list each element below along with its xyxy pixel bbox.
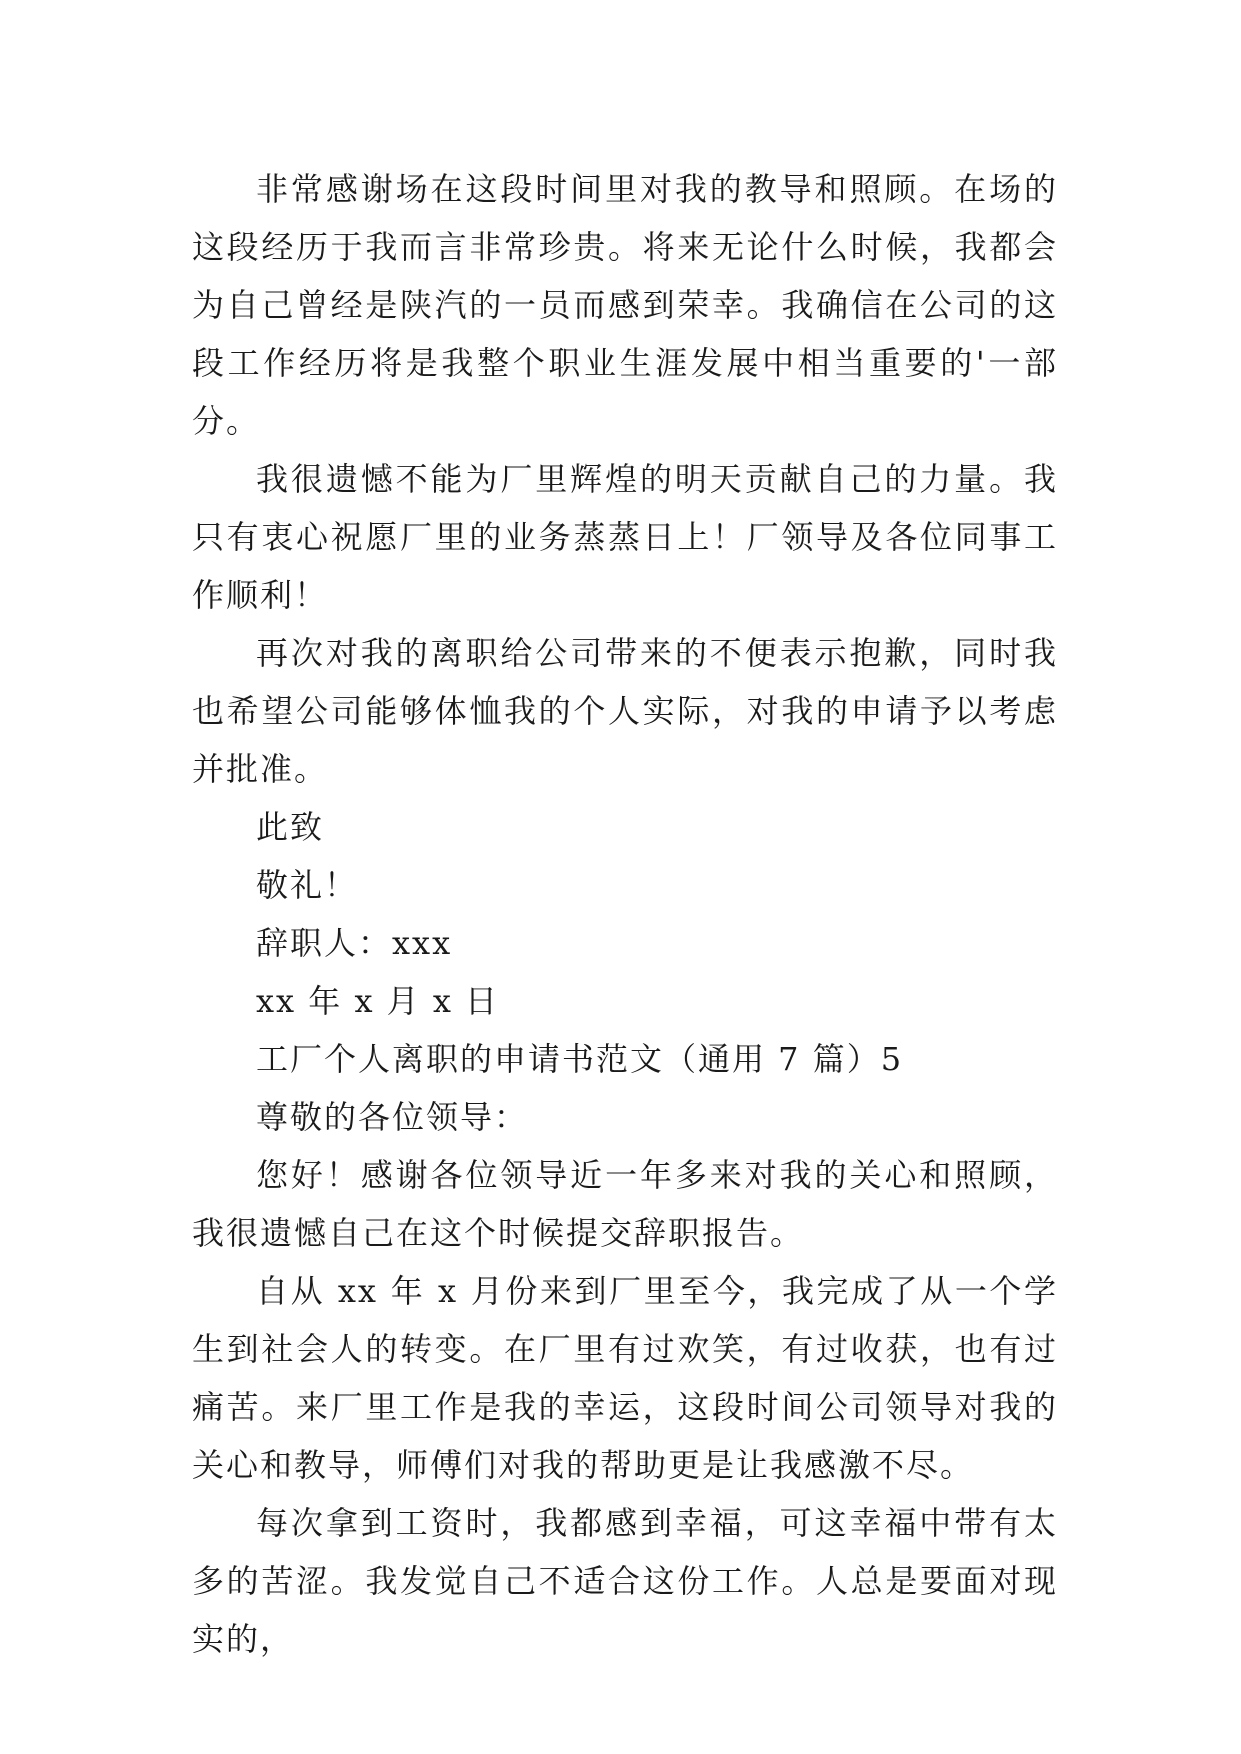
signature-line: 辞职人：xxx <box>256 924 453 962</box>
paragraph-apology: 再次对我的离职给公司带来的不便表示抱歉，同时我也希望公司能够体恤我的个人实际，对我的申请予以考虑并批准。 <box>192 634 1058 788</box>
date-line: xx 年 x 月 x 日 <box>256 982 500 1020</box>
salute-text: 敬礼！ <box>256 866 359 904</box>
greeting-line: 尊敬的各位领导： <box>256 1098 529 1136</box>
closing-text: 此致 <box>256 808 325 846</box>
paragraph-history: 自从 xx 年 x 月份来到厂里至今，我完成了从一个学生到社会人的转变。在厂里有过欢笑，有过收获，也有过痛苦。来厂里工作是我的幸运，这段时间公司领导对我的关心和教导，师傅们对我的帮助更是让我感激不尽。 <box>192 1272 1058 1484</box>
paragraph-regret: 我很遗憾不能为厂里辉煌的明天贡献自己的力量。我只有衷心祝愿厂里的业务蒸蒸日上！厂领导及各位同事工作顺利！ <box>192 460 1058 614</box>
section-title: 工厂个人离职的申请书范文（通用 7 篇）5 <box>256 1040 904 1078</box>
document-body <box>192 160 1058 1668</box>
paragraph-hello: 您好！感谢各位领导近一年多来对我的关心和照顾，我很遗憾自己在这个时候提交辞职报告。 <box>192 1156 1058 1252</box>
paragraph-salary: 每次拿到工资时，我都感到幸福，可这幸福中带有太多的苦涩。我发觉自己不适合这份工作。人总是要面对现实的， <box>192 1504 1058 1658</box>
paragraph-thanks: 非常感谢场在这段时间里对我的教导和照顾。在场的这段经历于我而言非常珍贵。将来无论什么时候，我都会为自己曾经是陕汽的一员而感到荣幸。我确信在公司的这段工作经历将是我整个职业生涯发展中相当重要的'一部分。 <box>192 170 1058 440</box>
